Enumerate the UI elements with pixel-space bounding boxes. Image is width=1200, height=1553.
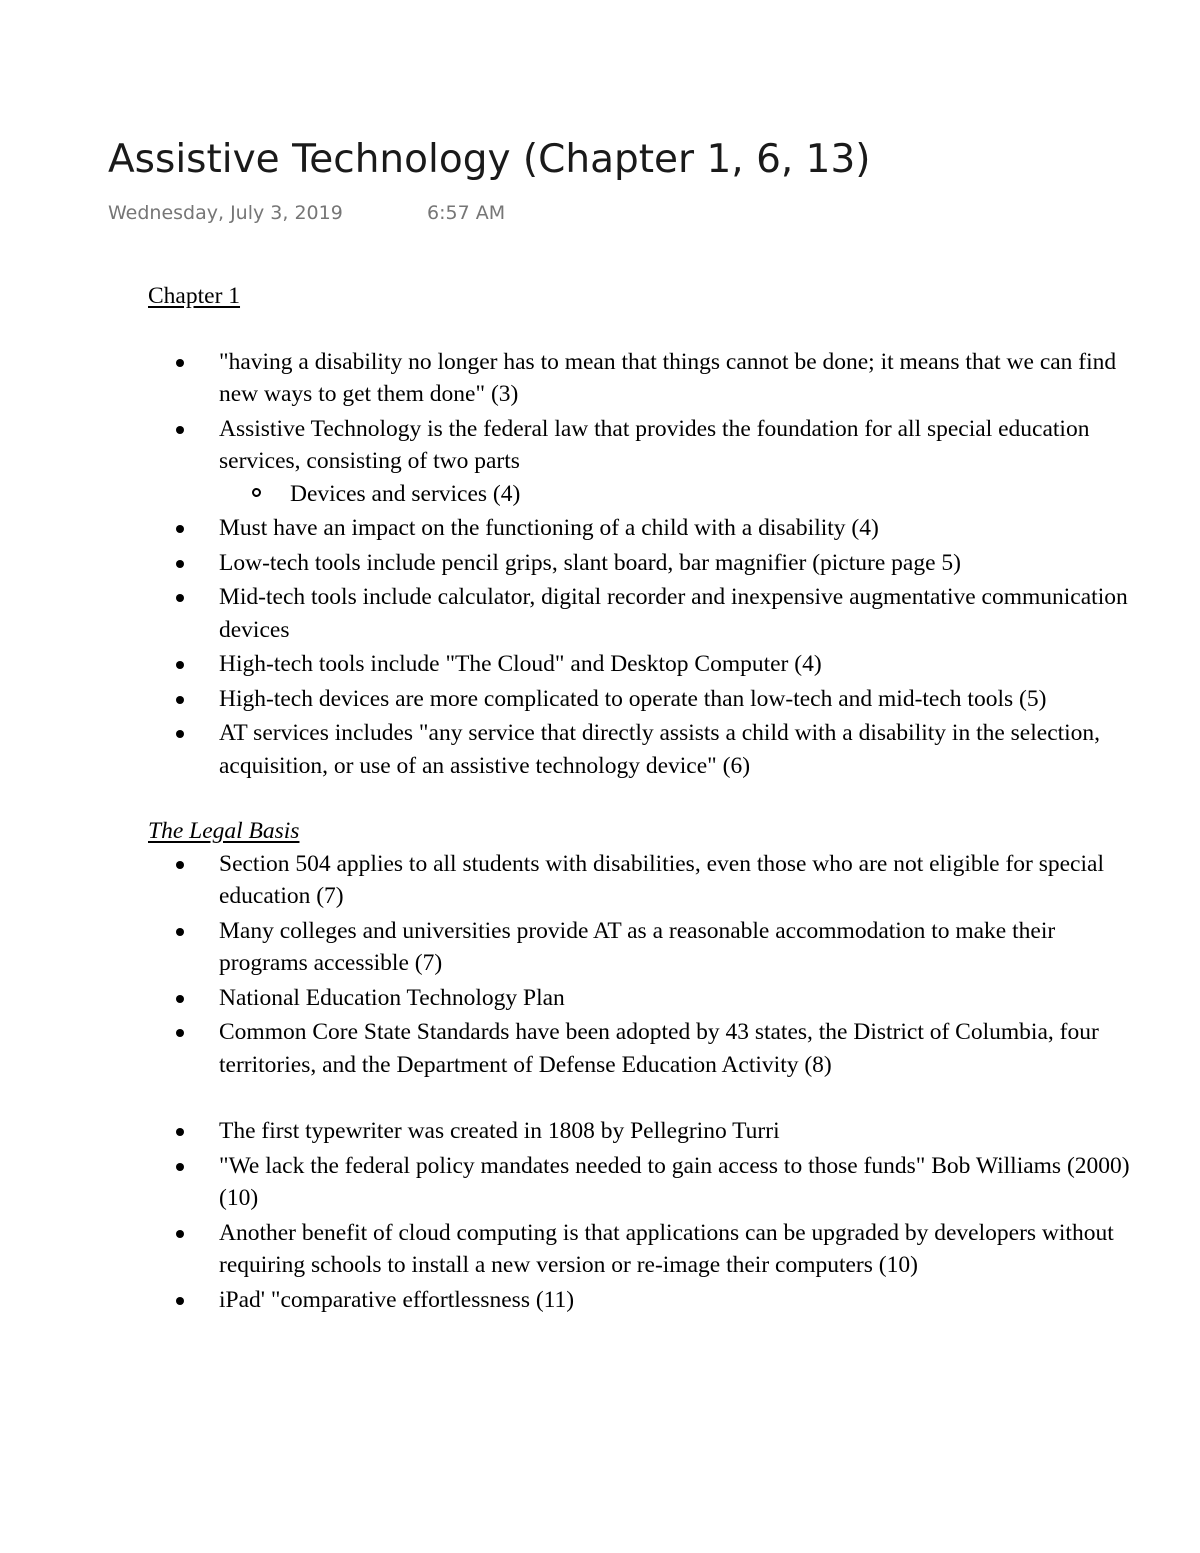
spacer xyxy=(148,1083,1148,1115)
list-item-text: iPad' "comparative effortlessness (11) xyxy=(219,1286,575,1313)
list-item xyxy=(148,848,1148,913)
list-item xyxy=(148,581,1148,646)
sub-list-item xyxy=(219,478,1148,511)
list-item-text: The first typewriter was created in 1808 by Pellegrino Turri xyxy=(219,1118,780,1144)
list-item xyxy=(148,1284,1148,1317)
list-item-text: Section 504 applies to all students with disabilities, even those who are not eligible for special education (7) xyxy=(219,850,1104,909)
note-date: Wednesday, July 3, 2019 xyxy=(108,202,343,224)
bullet-icon xyxy=(176,1297,184,1305)
list-item xyxy=(148,683,1148,716)
bullet-icon xyxy=(176,426,184,434)
list-item xyxy=(148,717,1148,782)
list-item-text: Common Core State Standards have been adopted by 43 states, the District of Columbia, four territories, and the Department of Defense Education Activity (8) xyxy=(219,1019,1099,1078)
bullet-icon xyxy=(176,861,184,869)
list-item xyxy=(148,1115,1148,1148)
list-item xyxy=(148,346,1148,411)
list-item-text: Another benefit of cloud computing is that applications can be upgraded by developers without requiring schools to install a new version or re-image their computers (10) xyxy=(219,1219,1114,1278)
bullet-icon xyxy=(176,730,184,738)
list-item xyxy=(148,648,1148,681)
list-item xyxy=(148,413,1148,511)
bullet-icon xyxy=(176,525,184,533)
list-item-text: National Education Technology Plan xyxy=(219,984,565,1011)
hollow-bullet-icon xyxy=(252,488,261,497)
bullet-icon xyxy=(176,995,184,1003)
bullet-icon xyxy=(176,1163,184,1171)
sub-list-item-text: Devices and services (4) xyxy=(290,480,521,507)
chapter-1-heading: Chapter 1 xyxy=(148,283,241,309)
list-item-text: AT services includes "any service that directly assists a child with a disability in the selection, acquisition, or use of an assistive technology device" (6) xyxy=(219,720,1101,779)
note-body xyxy=(148,280,1148,1318)
list-item-text: High-tech devices are more complicated to operate than low-tech and mid-tech tools (5) xyxy=(219,685,1047,712)
list-item xyxy=(148,547,1148,580)
list-item-text: Low-tech tools include pencil grips, slant board, bar magnifier (picture page 5) xyxy=(219,549,961,576)
list-item-text: Assistive Technology is the federal law that provides the foundation for all special education services, consisting of two parts xyxy=(219,415,1090,474)
bullet-icon xyxy=(176,359,184,367)
bullet-icon xyxy=(176,928,184,936)
bullet-icon xyxy=(176,594,184,602)
bullet-icon xyxy=(176,1128,184,1136)
list-item-text: Must have an impact on the functioning of a child with a disability (4) xyxy=(219,515,879,541)
list-item xyxy=(148,1016,1148,1081)
list-item-text: "having a disability no longer has to mean that things cannot be done; it means that we can find new ways to get them done" (3) xyxy=(219,348,1117,407)
bullet-icon xyxy=(176,661,184,669)
page-title: Assistive Technology (Chapter 1, 6, 13) xyxy=(108,137,871,182)
bullet-icon xyxy=(176,560,184,568)
legal-basis-heading: The Legal Basis xyxy=(148,818,300,844)
list-item xyxy=(148,1150,1148,1215)
list-item xyxy=(148,512,1148,545)
sub-list xyxy=(219,478,1148,511)
list-item xyxy=(148,915,1148,980)
list-item-text: Many colleges and universities provide AT as a reasonable accommodation to make their programs accessible (7) xyxy=(219,917,1056,976)
list-item-text: "We lack the federal policy mandates needed to gain access to those funds" Bob Williams (2000) (10) xyxy=(219,1152,1130,1211)
legal-basis-list xyxy=(148,848,1148,1082)
additional-notes-list xyxy=(148,1115,1148,1316)
list-item xyxy=(148,1217,1148,1282)
bullet-icon xyxy=(176,696,184,704)
list-item-text: Mid-tech tools include calculator, digital recorder and inexpensive augmentative communication devices xyxy=(219,584,1128,643)
list-item-text: High-tech tools include "The Cloud" and Desktop Computer (4) xyxy=(219,651,822,677)
bullet-icon xyxy=(176,1230,184,1238)
note-time: 6:57 AM xyxy=(427,202,506,224)
chapter-1-list xyxy=(148,346,1148,783)
bullet-icon xyxy=(176,1029,184,1037)
list-item xyxy=(148,982,1148,1015)
